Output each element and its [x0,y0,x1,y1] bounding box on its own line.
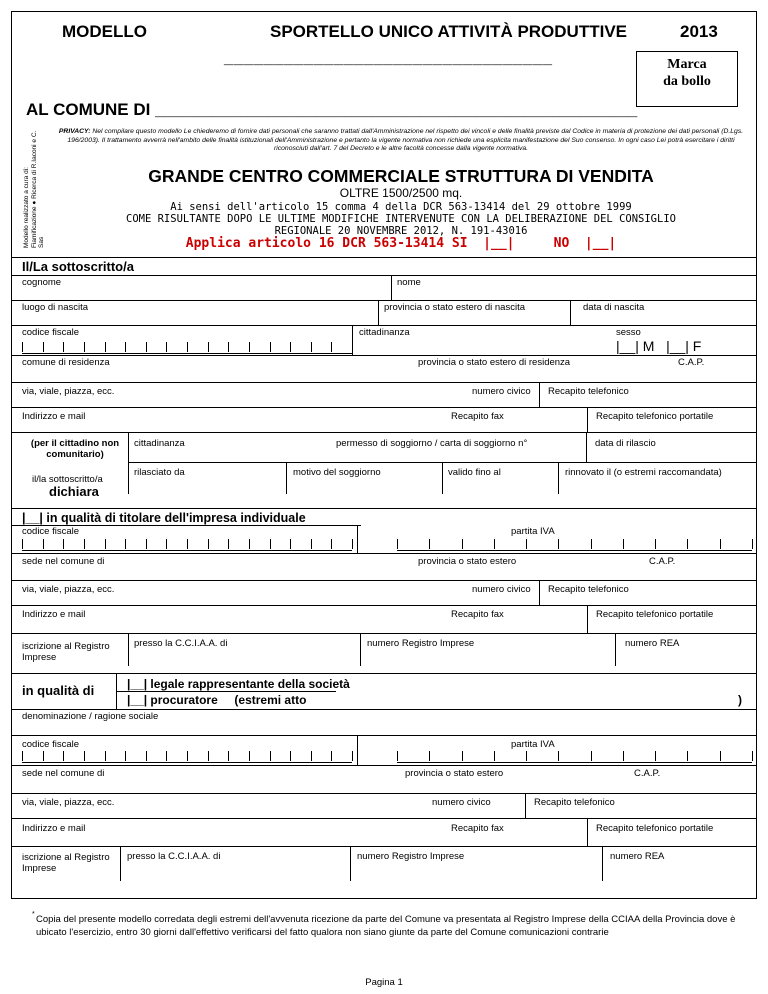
rule [11,709,757,710]
valido-label: valido fino al [448,467,501,478]
char-box-tick [720,539,721,549]
char-box-tick [43,751,44,761]
rule [11,605,757,606]
char-box-tick [720,751,721,761]
email-label: Indirizzo e mail [22,411,86,422]
rule [116,691,336,692]
rule [22,353,352,354]
char-box-tick [290,342,291,352]
char-box-tick [249,751,250,761]
rule [11,735,757,736]
rule [11,846,757,847]
rule [11,553,757,554]
comune-residenza-label: comune di residenza [22,357,110,368]
nome-label: nome [397,277,421,288]
rule [11,508,757,509]
in-qualita-label: in qualità di [22,683,95,698]
rule [11,673,757,674]
char-box-tick [655,539,656,549]
char-box-tick [558,751,559,761]
rule [22,762,352,763]
char-box-tick [146,342,147,352]
law-line3: REGIONALE 20 NOVEMBRE 2012, N. 191-43016 [274,225,528,237]
rule [352,325,353,355]
rule [587,818,588,846]
char-box-tick [270,539,271,549]
rule [11,325,757,326]
char-box-tick [22,751,23,761]
char-box-tick [591,751,592,761]
char-box-tick [125,342,126,352]
titolare-checkbox[interactable]: |__| in qualità di titolare dell'impresa individuale [22,511,306,525]
fax-label: Recapito fax [451,411,504,422]
civico2-label: numero civico [472,584,531,595]
sesso-label: sesso [616,327,641,338]
char-box-tick [84,539,85,549]
luogo-nascita-label: luogo di nascita [22,302,89,313]
rule [378,300,379,325]
rule [586,432,587,462]
char-box-tick [208,342,209,352]
registro3-label: numero Registro Imprese [357,851,465,862]
provincia2-label: provincia o stato estero [418,556,517,567]
denominazione-label: denominazione / ragione sociale [22,711,159,722]
civico-label: numero civico [472,386,531,397]
char-box-tick [526,539,527,549]
char-box-tick [429,539,430,549]
section1-heading: Il/La sottoscritto/a [22,259,134,274]
codice-fiscale-label: codice fiscale [22,327,80,338]
char-box-tick [311,342,312,352]
rinnovato-label: rinnovato il (o estremi raccomandata) [565,467,722,478]
char-box-tick [462,751,463,761]
via2-label: via, viale, piazza, ecc. [22,584,115,595]
via-label: via, viale, piazza, ecc. [22,386,115,397]
rule [615,633,616,666]
char-box-tick [494,539,495,549]
rule [11,765,757,766]
cellulare-label: Recapito telefonico portatile [596,411,714,422]
civico3-label: numero civico [432,797,491,808]
modello-label: MODELLO [62,22,147,41]
law-line2: COME RISULTANTE DOPO LE ULTIME MODIFICHE INTERVENUTE CON LA DELIBERAZIONE DEL CONSIGLIO [126,213,676,225]
rule [357,525,358,553]
marca-da-bollo-box [636,51,738,107]
provincia-residenza-label: provincia o stato estero di residenza [418,357,571,368]
iscrizione-label: iscrizione al Registro Imprese [22,641,110,663]
char-box-tick [228,751,229,761]
sportello-title: SPORTELLO UNICO ATTIVITÀ PRODUTTIVE [270,22,627,41]
al-comune-label[interactable]: AL COMUNE DI ___________________________________________________ [26,100,638,119]
document-title: GRANDE CENTRO COMMERCIALE STRUTTURA DI VENDITA [148,166,654,186]
privacy-label: PRIVACY: [58,128,91,135]
page-number: Pagina 1 [365,977,403,988]
law-line1: Ai sensi dell'articolo 15 comma 4 della DCR 563-13414 del 29 ottobre 1999 [170,201,632,213]
char-box-tick [146,751,147,761]
char-box-tick [208,539,209,549]
char-box-tick [166,342,167,352]
tel3-label: Recapito telefonico [534,797,615,808]
char-box-tick [105,342,106,352]
char-box-tick [352,539,353,549]
char-box-tick [22,342,23,352]
rilasciato-label: rilasciato da [134,467,185,478]
char-box-tick [166,539,167,549]
rea-label: numero REA [625,638,680,649]
char-box-tick [623,539,624,549]
year-label: 2013 [680,22,718,41]
per-cittadino-label: (per il cittadino non comunitario) [30,438,120,460]
rule [286,462,287,494]
piva3-label: partita IVA [511,739,555,750]
footnote-star: * [32,911,35,918]
rule [11,818,757,819]
sede-label: sede nel comune di [22,556,105,567]
char-box-tick [125,539,126,549]
rule [525,793,526,818]
sede3-label: sede nel comune di [22,768,105,779]
marca-line2: da bollo [663,74,711,89]
char-box-tick [462,539,463,549]
rea3-label: numero REA [610,851,665,862]
char-box-tick [187,342,188,352]
cittadinanza2-label: cittadinanza [134,438,185,449]
char-box-tick [208,751,209,761]
rule [11,793,757,794]
char-box-tick [105,539,106,549]
rule [539,580,540,605]
char-box-tick [397,539,398,549]
rule [11,275,757,276]
dichiara-label: dichiara [49,484,99,499]
char-box-tick [84,751,85,761]
char-box-tick [63,539,64,549]
char-box-tick [63,342,64,352]
rule [11,580,757,581]
cittadinanza-label: cittadinanza [359,327,410,338]
cell3-label: Recapito telefonico portatile [596,823,714,834]
char-box-tick [331,539,332,549]
piva-label: partita IVA [511,526,555,537]
recapito-telefonico-label: Recapito telefonico [548,386,629,397]
rule [11,432,757,433]
tel2-label: Recapito telefonico [548,584,629,595]
email3-label: Indirizzo e mail [22,823,86,834]
rule [11,407,757,408]
via3-label: via, viale, piazza, ecc. [22,797,115,808]
iscrizione3-label: iscrizione al Registro Imprese [22,852,110,874]
char-box-tick [655,751,656,761]
privacy-notice [56,128,746,154]
data-nascita-label: data di nascita [583,302,645,313]
rule [587,407,588,432]
rule [397,550,752,551]
il-la-label: il/la sottoscritto/a [32,474,103,485]
rule [350,846,351,881]
rule [128,633,129,666]
sesso-options[interactable]: |__| M |__| F [616,338,702,354]
char-box-tick [687,539,688,549]
rule [397,762,752,763]
char-box-tick [105,751,106,761]
subtitle: OLTRE 1500/2500 mq. [339,186,463,200]
char-box-tick [22,539,23,549]
rule [602,846,603,881]
char-box-tick [311,751,312,761]
rule [128,432,129,494]
char-box-tick [752,751,753,761]
cap3-label: C.A.P. [634,768,661,779]
char-box-tick [331,751,332,761]
provincia3-label: provincia o stato estero [405,768,504,779]
rule [11,382,757,383]
char-box-tick [752,539,753,549]
codice-fiscale2-label: codice fiscale [22,526,80,537]
char-box-tick [63,751,64,761]
char-box-tick [494,751,495,761]
marca-line1: Marca [667,57,707,72]
char-box-tick [270,342,271,352]
rule [11,300,757,301]
char-box-tick [187,539,188,549]
applica-articolo[interactable]: Applica articolo 16 DCR 563-13414 SI |__| NO |__| [185,236,617,251]
cell2-label: Recapito telefonico portatile [596,609,714,620]
rule [11,633,757,634]
fax2-label: Recapito fax [451,609,504,620]
char-box-tick [125,751,126,761]
sportello-underline: _________________________________ [224,48,553,67]
char-box-tick [249,342,250,352]
char-box-tick [558,539,559,549]
procuratore-close: ) [738,693,742,707]
rule [11,355,757,356]
footnote-text: Copia del presente modello corredata degli estremi dell'avvenuta ricezione da parte del Comune va presentata al Registro Imprese della CCIAA della Provincia dove è ubicato l'esercizio, entro 30 giorni dall'effettivo verificarsi del fatto qualora non siano giunte da parte del Comune comunicazioni contrarie [36,914,736,938]
sidebar-note-text: Modello realizzato a cura di: Fiamificazione ● Ricerca di R.Iaconi e C. Sas [23,130,45,248]
legale-rappresentante-checkbox[interactable]: |__| legale rappresentante della società [127,677,350,691]
registro-label: numero Registro Imprese [367,638,475,649]
char-box-tick [290,539,291,549]
procuratore-checkbox[interactable]: |__| procuratore (estremi atto [127,693,307,707]
char-box-tick [146,539,147,549]
motivo-label: motivo del soggiorno [293,467,381,478]
char-box-tick [591,539,592,549]
codice-fiscale3-label: codice fiscale [22,739,80,750]
char-box-tick [43,539,44,549]
fax3-label: Recapito fax [451,823,504,834]
section1-top-rule [11,257,757,258]
char-box-tick [228,342,229,352]
char-box-tick [187,751,188,761]
rule [357,735,358,765]
char-box-tick [397,751,398,761]
char-box-tick [331,342,332,352]
rule [570,300,571,325]
char-box-tick [687,751,688,761]
char-box-tick [270,751,271,761]
provincia-nascita-label: provincia o stato estero di nascita [384,302,525,313]
char-box-tick [290,751,291,761]
rule [22,550,352,551]
rule [442,462,443,494]
char-box-tick [623,751,624,761]
char-box-tick [526,751,527,761]
char-box-tick [429,751,430,761]
rule [539,382,540,407]
rule [360,633,361,666]
privacy-text: Nel compilare questo modello Le chiederemo di fornire dati personali che saranno trattati dall'Amministrazione nel rispetto dei vincoli e delle finalità previste dal Codice in materia di protezione dei dati personali (D.Lgs. 196/2003). Il trattamento avverrà nell'ambito delle finalità istituzionali dell'Amministrazione e pertanto la vigente normativa non richiede una esplicita manifestazione del Suo consenso. In ogni caso Lei potrà esercitare i diritti riconosciuti dall'art. 7 del Decreto e le altre facoltà concesse dalla vigente normativa. [67,128,744,153]
cap2-label: C.A.P. [649,556,676,567]
char-box-tick [311,539,312,549]
char-box-tick [43,342,44,352]
char-box-tick [228,539,229,549]
rule [558,462,559,494]
rule [391,275,392,300]
rule [587,605,588,633]
cciaa3-label: presso la C.C.I.A.A. di [127,851,221,862]
cciaa-label: presso la C.C.I.A.A. di [134,638,228,649]
char-box-tick [249,539,250,549]
email2-label: Indirizzo e mail [22,609,86,620]
cognome-label: cognome [22,277,62,288]
char-box-tick [352,751,353,761]
char-box-tick [166,751,167,761]
sidebar-note [23,125,43,248]
rule [120,846,121,881]
data-rilascio-label: data di rilascio [595,438,656,449]
cap-label: C.A.P. [678,357,705,368]
char-box-tick [84,342,85,352]
permesso-label: permesso di soggiorno / carta di soggiorno n° [336,438,528,449]
